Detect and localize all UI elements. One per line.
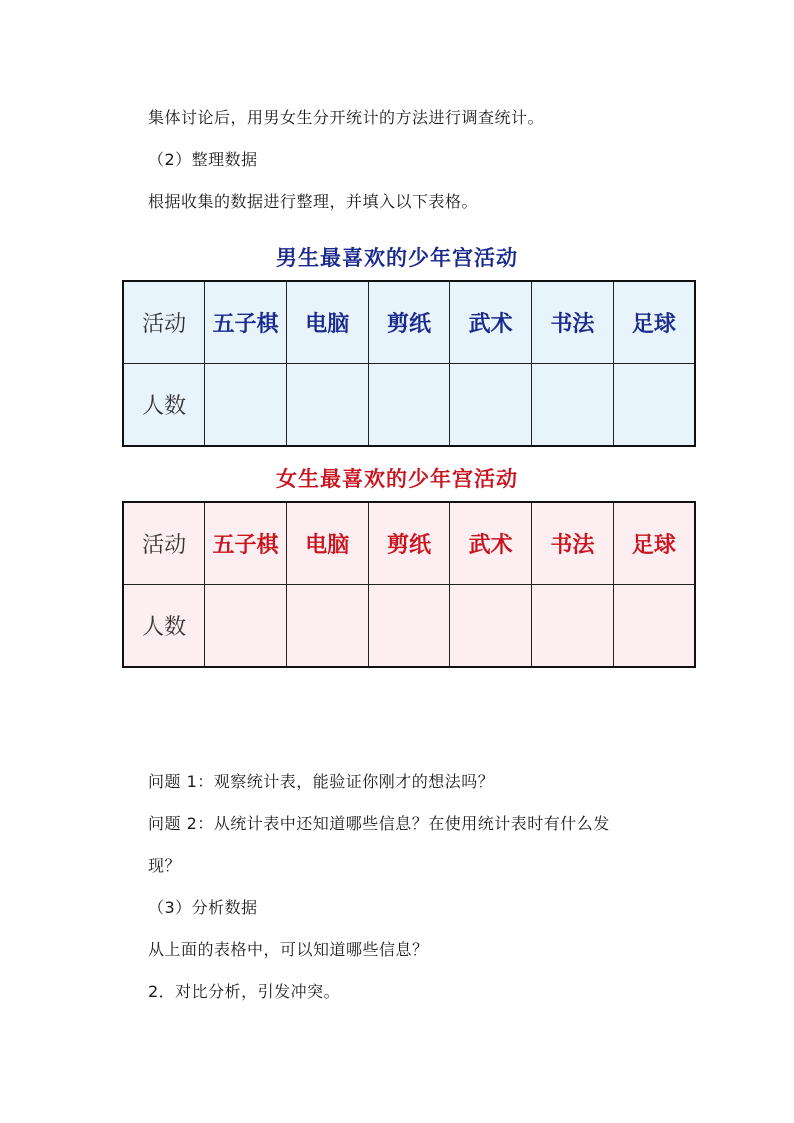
- activity-cell: 足球: [613, 502, 695, 585]
- girls-activity-table: [122, 501, 696, 668]
- table-row: [123, 364, 695, 447]
- count-cell: [368, 364, 450, 447]
- section-heading-analyze-data: （3）分析数据: [148, 898, 258, 917]
- paragraph-grouping-method: 集体讨论后，用男女生分开统计的方法进行调查统计。: [148, 108, 545, 127]
- count-cell: [286, 364, 368, 447]
- count-cell: [613, 364, 695, 447]
- activity-cell: 武术: [450, 281, 532, 364]
- table-row: [123, 502, 695, 585]
- table-row: [123, 281, 695, 364]
- count-cell: [205, 585, 287, 668]
- activity-cell: 剪纸: [368, 502, 450, 585]
- boys-table-title: 男生最喜欢的少年宫活动: [276, 246, 518, 270]
- count-cell: [368, 585, 450, 668]
- girls-table-title: 女生最喜欢的少年宫活动: [276, 467, 518, 491]
- row-header-activity: 活动: [123, 281, 205, 364]
- row-header-count: 人数: [123, 585, 205, 668]
- question-2-line-2: 现？: [148, 856, 182, 875]
- question-2-line-1: 问题 2：从统计表中还知道哪些信息？在使用统计表时有什么发: [148, 814, 610, 833]
- section-heading-compare-analyze: 2．对比分析，引发冲突。: [148, 982, 341, 1001]
- count-cell: [450, 364, 532, 447]
- activity-cell: 书法: [532, 502, 614, 585]
- activity-cell: 武术: [450, 502, 532, 585]
- activity-cell: 五子棋: [205, 281, 287, 364]
- activity-cell: 电脑: [286, 281, 368, 364]
- paragraph-what-info: 从上面的表格中，可以知道哪些信息？: [148, 940, 429, 959]
- count-cell: [450, 585, 532, 668]
- count-cell: [532, 364, 614, 447]
- count-cell: [286, 585, 368, 668]
- activity-cell: 剪纸: [368, 281, 450, 364]
- activity-cell: 电脑: [286, 502, 368, 585]
- section-heading-organize-data: （2）整理数据: [148, 150, 258, 169]
- activity-cell: 足球: [613, 281, 695, 364]
- count-cell: [613, 585, 695, 668]
- boys-activity-table: [122, 280, 696, 447]
- question-1: 问题 1：观察统计表，能验证你刚才的想法吗？: [148, 772, 495, 791]
- paragraph-fill-table-instruction: 根据收集的数据进行整理，并填入以下表格。: [148, 192, 479, 211]
- row-header-activity: 活动: [123, 502, 205, 585]
- count-cell: [205, 364, 287, 447]
- row-header-count: 人数: [123, 364, 205, 447]
- count-cell: [532, 585, 614, 668]
- activity-cell: 书法: [532, 281, 614, 364]
- table-row: [123, 585, 695, 668]
- activity-cell: 五子棋: [205, 502, 287, 585]
